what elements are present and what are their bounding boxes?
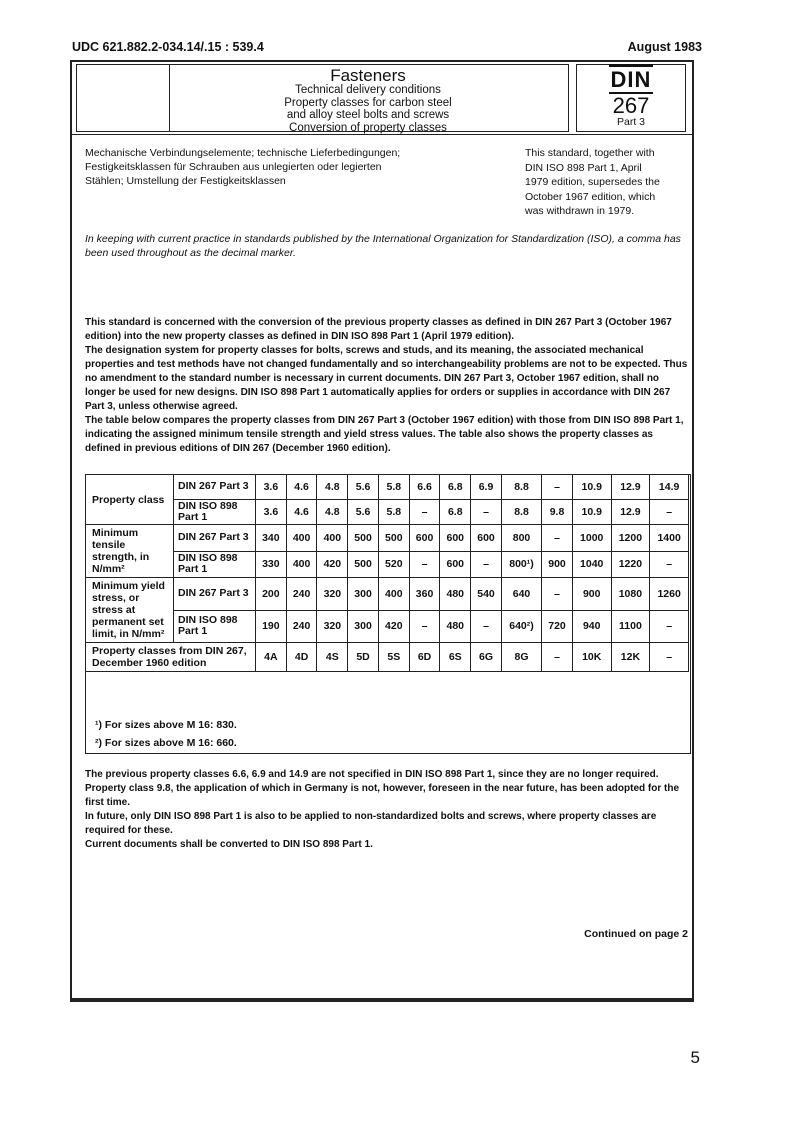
value-cell: 240: [286, 610, 317, 643]
paragraph: In future, only DIN ISO 898 Part 1 is also to be applied to non-standardized bolts and screws, where property classes are required for these.: [85, 811, 657, 836]
value-cell: 360: [409, 578, 440, 611]
value-cell: 4.8: [317, 475, 348, 500]
german-title-line: Festigkeitsklassen für Schrauben aus unlegierten oder legierten: [85, 161, 382, 173]
value-cell: 9.8: [542, 500, 573, 525]
supersedes-note: [525, 146, 685, 219]
standard-number: 267: [612, 93, 650, 118]
table-row: [86, 643, 689, 672]
table-row: [86, 475, 689, 500]
value-cell: –: [409, 551, 440, 578]
value-cell: 4A: [256, 643, 287, 672]
row-group-label: Minimum yield stress, or stress at permanent set limit, in N/mm²: [86, 578, 174, 643]
value-cell: –: [650, 551, 689, 578]
value-cell: 12K: [611, 643, 650, 672]
value-cell: –: [471, 551, 502, 578]
value-cell: 4D: [286, 643, 317, 672]
value-cell: –: [650, 500, 689, 525]
value-cell: 6D: [409, 643, 440, 672]
value-cell: 480: [440, 610, 471, 643]
value-cell: –: [542, 475, 573, 500]
paragraph: Current documents shall be converted to DIN ISO 898 Part 1.: [85, 839, 373, 850]
table-row: [86, 500, 689, 525]
value-cell: 190: [256, 610, 287, 643]
value-cell: 800¹): [501, 551, 541, 578]
value-cell: 6.6: [409, 475, 440, 500]
value-cell: 240: [286, 578, 317, 611]
closing-text: [85, 768, 690, 852]
value-cell: 8.8: [501, 475, 541, 500]
value-cell: 600: [409, 525, 440, 552]
continued-note: Continued on page 2: [584, 928, 688, 940]
value-cell: 1100: [611, 610, 650, 643]
paragraph: The designation system for property classes for bolts, screws and studs, and its meaning, the associated mechanical properties and test methods have not changed fundamentally and so interchangeability problems are not to be expected. Thus no amendment to the standard number is necessary in current documents. DIN 267 Part 3, October 1967 edition, shall no longer be used for new designs. DIN ISO 898 Part 1 automatically applies for orders or supplies in accordance with DIN 267 Part 3, unless otherwise agreed.: [85, 345, 688, 412]
value-cell: 6.9: [471, 475, 502, 500]
value-cell: 1260: [650, 578, 689, 611]
value-cell: 500: [348, 525, 379, 552]
property-class-table: [85, 474, 689, 672]
value-cell: 4.6: [286, 500, 317, 525]
value-cell: –: [409, 610, 440, 643]
value-cell: 720: [542, 610, 573, 643]
supersedes-line: DIN ISO 898 Part 1, April: [525, 161, 642, 174]
value-cell: 6.8: [440, 475, 471, 500]
table-row: [86, 525, 689, 552]
iso-decimal-note: In keeping with current practice in standards published by the International Organization for Standardization (ISO), a comma has been used throughout as the decimal marker.: [85, 233, 681, 259]
value-cell: 300: [348, 610, 379, 643]
source-standard-cell: DIN ISO 898 Part 1: [174, 551, 256, 578]
value-cell: 940: [572, 610, 611, 643]
value-cell: 1080: [611, 578, 650, 611]
value-cell: 1040: [572, 551, 611, 578]
table-row: [86, 578, 689, 611]
value-cell: 540: [471, 578, 502, 611]
udc-number: UDC 621.882.2-034.14/.15 : 539.4: [72, 40, 264, 54]
value-cell: 5S: [378, 643, 409, 672]
value-cell: 5.8: [378, 475, 409, 500]
supersedes-line: October 1967 edition, which: [525, 190, 656, 203]
value-cell: 420: [317, 551, 348, 578]
value-cell: –: [471, 500, 502, 525]
value-cell: 5D: [348, 643, 379, 672]
value-cell: 8G: [501, 643, 541, 672]
subtitle-line: Conversion of property classes: [289, 121, 447, 134]
value-cell: 3.6: [256, 500, 287, 525]
value-cell: 400: [378, 578, 409, 611]
paragraph: This standard is concerned with the conversion of the previous property classes as defined in DIN 267 Part 3 (October 1967 edition) into the new property classes as defined in DIN ISO 898 Part 1 (April 1979 edition).: [85, 317, 672, 342]
table-row: [86, 551, 689, 578]
value-cell: 600: [440, 525, 471, 552]
value-cell: –: [471, 610, 502, 643]
value-cell: 6S: [440, 643, 471, 672]
value-cell: 10.9: [572, 500, 611, 525]
value-cell: 330: [256, 551, 287, 578]
intro-text: [85, 316, 690, 456]
value-cell: 1220: [611, 551, 650, 578]
value-cell: 640: [501, 578, 541, 611]
value-cell: –: [542, 525, 573, 552]
supersedes-line: This standard, together with: [525, 147, 655, 159]
supersedes-line: was withdrawn in 1979.: [525, 205, 635, 217]
subtitle-line: and alloy steel bolts and screws: [286, 109, 450, 121]
value-cell: 400: [317, 525, 348, 552]
source-standard-cell: DIN 267 Part 3: [174, 578, 256, 611]
value-cell: 5.6: [348, 475, 379, 500]
subtitle-line: Property classes for carbon steel: [284, 96, 452, 109]
value-cell: 900: [572, 578, 611, 611]
source-standard-cell: DIN 267 Part 3: [174, 475, 256, 500]
value-cell: 320: [317, 578, 348, 611]
value-cell: 1400: [650, 525, 689, 552]
value-cell: 12.9: [611, 475, 650, 500]
german-title-line: Mechanische Verbindungselemente; technische Lieferbedingungen;: [85, 147, 401, 159]
footnote: ²) For sizes above M 16: 660.: [95, 737, 237, 749]
source-standard-cell: DIN ISO 898 Part 1: [174, 610, 256, 643]
value-cell: 400: [286, 525, 317, 552]
source-standard-cell: DIN 267 Part 3: [174, 525, 256, 552]
value-cell: 8.8: [501, 500, 541, 525]
value-cell: 340: [256, 525, 287, 552]
blank-cell: [76, 64, 170, 132]
page-number: 5: [690, 1048, 700, 1067]
value-cell: 10K: [572, 643, 611, 672]
value-cell: 300: [348, 578, 379, 611]
standard-part: Part 3: [616, 116, 645, 128]
publication-date: August 1983: [627, 40, 702, 54]
row-group-label: Property classes from DIN 267, December 1960 edition: [86, 643, 256, 672]
value-cell: –: [542, 578, 573, 611]
row-group-label: Property class: [86, 475, 174, 525]
paragraph: The table below compares the property classes from DIN 267 Part 3 (October 1967 edition) with those from DIN ISO 898 Part 1, indicating the assigned minimum tensile strength and yield stress values. The table also shows the property classes as defined in previous editions of DIN 267 (December 1960 edition).: [85, 415, 684, 454]
title-cell: [168, 64, 569, 132]
value-cell: 480: [440, 578, 471, 611]
value-cell: 500: [378, 525, 409, 552]
value-cell: 800: [501, 525, 541, 552]
value-cell: 10.9: [572, 475, 611, 500]
paragraph: The previous property classes 6.6, 6.9 and 14.9 are not specified in DIN ISO 898 Part 1, since they are no longer required. Property class 9.8, the application of which in Germany is not, however, foreseen in the near future, has been adopted for the first time.: [85, 769, 680, 808]
title-block: [70, 60, 692, 134]
value-cell: 900: [542, 551, 573, 578]
header-divider: [70, 134, 692, 135]
value-cell: 600: [471, 525, 502, 552]
value-cell: 5.6: [348, 500, 379, 525]
table-row: [86, 610, 689, 643]
value-cell: –: [542, 643, 573, 672]
value-cell: –: [650, 643, 689, 672]
din-cell: [576, 64, 686, 132]
value-cell: 200: [256, 578, 287, 611]
value-cell: 320: [317, 610, 348, 643]
value-cell: 420: [378, 610, 409, 643]
value-cell: 500: [348, 551, 379, 578]
din-logo: DIN: [609, 64, 654, 94]
subtitle-line: Technical delivery conditions: [295, 84, 441, 96]
document-title: Fasteners: [330, 66, 406, 85]
value-cell: 12.9: [611, 500, 650, 525]
value-cell: 5.8: [378, 500, 409, 525]
value-cell: –: [409, 500, 440, 525]
value-cell: 3.6: [256, 475, 287, 500]
german-title-line: Stählen; Umstellung der Festigkeitsklassen: [85, 175, 286, 187]
value-cell: 14.9: [650, 475, 689, 500]
value-cell: 4S: [317, 643, 348, 672]
value-cell: 640²): [501, 610, 541, 643]
value-cell: 6G: [471, 643, 502, 672]
table-footnotes: [95, 716, 237, 752]
value-cell: 1200: [611, 525, 650, 552]
german-title: [85, 146, 425, 188]
value-cell: 1000: [572, 525, 611, 552]
value-cell: 4.6: [286, 475, 317, 500]
value-cell: 600: [440, 551, 471, 578]
value-cell: –: [650, 610, 689, 643]
row-group-label: Minimum tensile strength, in N/mm²: [86, 525, 174, 578]
value-cell: 6.8: [440, 500, 471, 525]
value-cell: 400: [286, 551, 317, 578]
source-standard-cell: DIN ISO 898 Part 1: [174, 500, 256, 525]
supersedes-line: 1979 edition, supersedes the: [525, 176, 660, 188]
value-cell: 520: [378, 551, 409, 578]
footnote: ¹) For sizes above M 16: 830.: [95, 719, 237, 731]
value-cell: 4.8: [317, 500, 348, 525]
